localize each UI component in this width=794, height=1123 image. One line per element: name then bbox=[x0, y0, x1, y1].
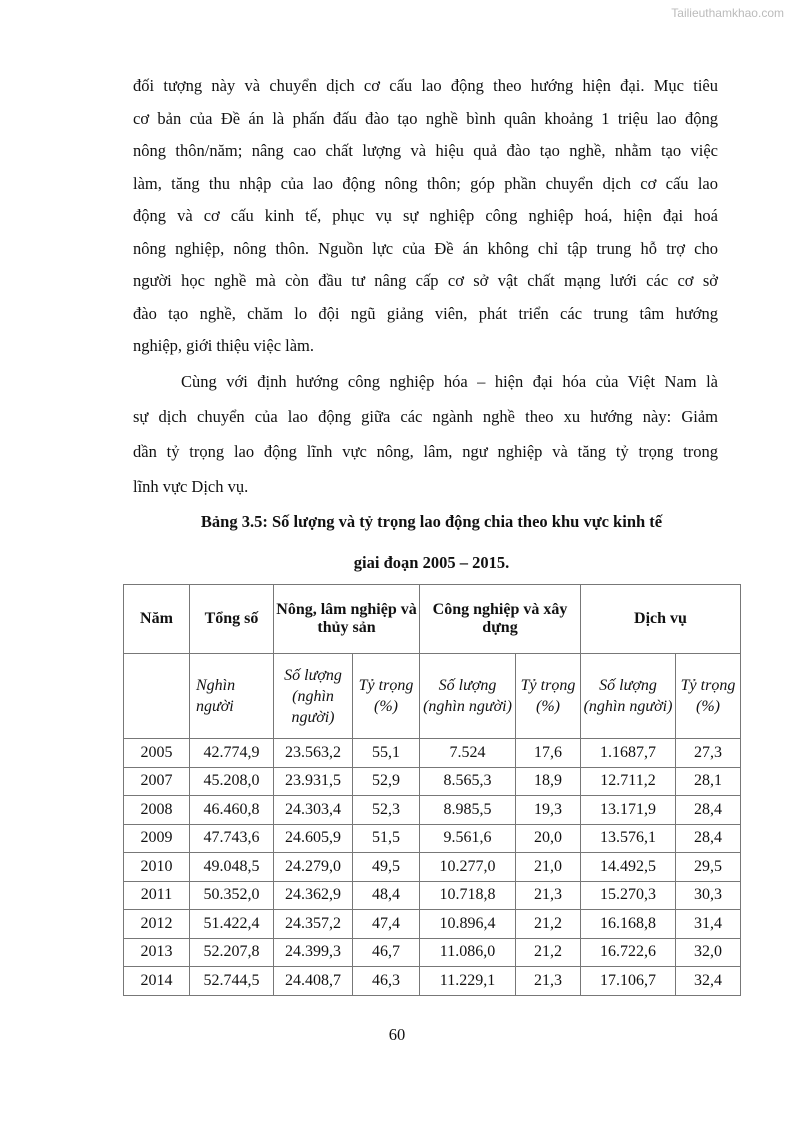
text-line: sự dịch chuyển của lao động giữa các ngành nghề theo xu hướng này: Giảm bbox=[133, 407, 718, 426]
text-line: đào tạo nghề, chăm lo đội ngũ giảng viên, phát triển các trung tâm hướng bbox=[133, 303, 718, 323]
table-cell: 29,5 bbox=[676, 853, 741, 882]
table-cell: 13.171,9 bbox=[581, 796, 676, 825]
table-caption-line-2: giai đoạn 2005 – 2015. bbox=[353, 553, 510, 572]
table-cell: 2008 bbox=[124, 796, 190, 825]
table-cell: 47.743,6 bbox=[190, 824, 274, 853]
table-cell: 11.229,1 bbox=[420, 967, 516, 996]
table-row bbox=[124, 824, 741, 853]
table-cell: 14.492,5 bbox=[581, 853, 676, 882]
table-cell: 17,6 bbox=[516, 739, 581, 768]
table-cell: 28,4 bbox=[676, 824, 741, 853]
header-total: Tổng số bbox=[190, 585, 274, 654]
table-cell: 32,4 bbox=[676, 967, 741, 996]
paragraph-2 bbox=[133, 364, 718, 504]
table-cell: 50.352,0 bbox=[190, 881, 274, 910]
table-cell: 24.408,7 bbox=[274, 967, 353, 996]
table-cell: 15.270,3 bbox=[581, 881, 676, 910]
table-cell: 46,7 bbox=[353, 938, 420, 967]
header-services: Dịch vụ bbox=[581, 585, 741, 654]
table-row bbox=[124, 967, 741, 996]
table-cell: 24.362,9 bbox=[274, 881, 353, 910]
table-row bbox=[124, 739, 741, 768]
table-cell: 24.357,2 bbox=[274, 910, 353, 939]
table-caption-line-1: Bảng 3.5: Số lượng và tỷ trọng lao động chia theo khu vực kinh tế bbox=[200, 512, 663, 531]
table-cell: 2010 bbox=[124, 853, 190, 882]
page-number: 60 bbox=[388, 1025, 406, 1044]
table-cell: 8.565,3 bbox=[420, 767, 516, 796]
table-cell: 45.208,0 bbox=[190, 767, 274, 796]
table-cell: 24.605,9 bbox=[274, 824, 353, 853]
subheader-cell: Số lượng (nghìn người) bbox=[581, 654, 676, 739]
table-cell: 24.303,4 bbox=[274, 796, 353, 825]
table-cell: 49,5 bbox=[353, 853, 420, 882]
table-cell: 51.422,4 bbox=[190, 910, 274, 939]
table-cell: 9.561,6 bbox=[420, 824, 516, 853]
subheader-cell: Nghìn người bbox=[190, 654, 274, 739]
header-row bbox=[124, 585, 741, 654]
table-cell: 2009 bbox=[124, 824, 190, 853]
table-cell: 7.524 bbox=[420, 739, 516, 768]
table-row bbox=[124, 767, 741, 796]
table-cell: 13.576,1 bbox=[581, 824, 676, 853]
text-line: lĩnh vực Dịch vụ. bbox=[133, 477, 249, 496]
table-cell: 18,9 bbox=[516, 767, 581, 796]
table-row bbox=[124, 853, 741, 882]
table-cell: 47,4 bbox=[353, 910, 420, 939]
text-line: nông thôn/năm; nâng cao chất lượng và hiệu quả đào tạo nghề, nhằm tạo việc bbox=[133, 141, 718, 160]
subheader-cell bbox=[124, 654, 190, 739]
table-cell: 55,1 bbox=[353, 739, 420, 768]
header-agriculture: Nông, lâm nghiệp và thủy sản bbox=[274, 585, 420, 654]
subheader-cell: Tỷ trọng (%) bbox=[516, 654, 581, 739]
table-cell: 2012 bbox=[124, 910, 190, 939]
watermark: Tailieuthamkhao.com bbox=[671, 6, 784, 20]
table-row bbox=[124, 910, 741, 939]
table-cell: 32,0 bbox=[676, 938, 741, 967]
paragraph-1 bbox=[133, 70, 718, 363]
table-cell: 52.207,8 bbox=[190, 938, 274, 967]
subheader-cell: Tỷ trọng (%) bbox=[676, 654, 741, 739]
text-line: nghiệp, giới thiệu việc làm. bbox=[133, 336, 315, 355]
table-cell: 42.774,9 bbox=[190, 739, 274, 768]
text-line: Cùng với định hướng công nghiệp hóa – hiện đại hóa của Việt Nam là bbox=[181, 372, 718, 391]
table-cell: 52.744,5 bbox=[190, 967, 274, 996]
table-cell: 20,0 bbox=[516, 824, 581, 853]
table-row bbox=[124, 796, 741, 825]
table-cell: 2005 bbox=[124, 739, 190, 768]
table-cell: 19,3 bbox=[516, 796, 581, 825]
text-line: người học nghề mà còn đầu tư nâng cấp cơ sở vật chất mạng lưới các cơ sở bbox=[133, 271, 718, 290]
table-cell: 21,0 bbox=[516, 853, 581, 882]
table-cell: 52,9 bbox=[353, 767, 420, 796]
text-line: dần tỷ trọng lao động lĩnh vực nông, lâm, ngư nghiệp và tăng tỷ trọng trong bbox=[133, 442, 718, 461]
table-cell: 28,1 bbox=[676, 767, 741, 796]
table-cell: 24.279,0 bbox=[274, 853, 353, 882]
table-cell: 21,2 bbox=[516, 938, 581, 967]
table-cell: 2007 bbox=[124, 767, 190, 796]
table-cell: 52,3 bbox=[353, 796, 420, 825]
text-line: cơ bản của Đề án là phấn đấu đào tạo nghề bình quân khoảng 1 triệu lao động bbox=[133, 108, 718, 128]
text-line: động và cơ cấu kinh tế, phục vụ sự nghiệp công nghiệp hoá, hiện đại hoá bbox=[133, 206, 718, 225]
text-line: đối tượng này và chuyển dịch cơ cấu lao động theo hướng hiện đại. Mục tiêu bbox=[133, 76, 718, 95]
table-cell: 8.985,5 bbox=[420, 796, 516, 825]
subheader-cell: Số lượng (nghìn người) bbox=[420, 654, 516, 739]
subheader-cell: Tỷ trọng (%) bbox=[353, 654, 420, 739]
table-cell: 16.722,6 bbox=[581, 938, 676, 967]
table-cell: 24.399,3 bbox=[274, 938, 353, 967]
table-cell: 49.048,5 bbox=[190, 853, 274, 882]
table-cell: 11.086,0 bbox=[420, 938, 516, 967]
header-industry: Công nghiệp và xây dựng bbox=[420, 585, 581, 654]
labor-table bbox=[123, 584, 741, 996]
table-cell: 2014 bbox=[124, 967, 190, 996]
table-row bbox=[124, 938, 741, 967]
subheader-cell: Số lượng (nghìn người) bbox=[274, 654, 353, 739]
table-cell: 10.896,4 bbox=[420, 910, 516, 939]
table-cell: 2011 bbox=[124, 881, 190, 910]
table-cell: 31,4 bbox=[676, 910, 741, 939]
table-cell: 2013 bbox=[124, 938, 190, 967]
table-cell: 46,3 bbox=[353, 967, 420, 996]
table-cell: 10.277,0 bbox=[420, 853, 516, 882]
table-cell: 30,3 bbox=[676, 881, 741, 910]
table-cell: 27,3 bbox=[676, 739, 741, 768]
table-cell: 48,4 bbox=[353, 881, 420, 910]
table-cell: 1.1687,7 bbox=[581, 739, 676, 768]
table-cell: 16.168,8 bbox=[581, 910, 676, 939]
table-cell: 46.460,8 bbox=[190, 796, 274, 825]
table-cell: 23.931,5 bbox=[274, 767, 353, 796]
subheader-row bbox=[124, 654, 741, 739]
table-cell: 21,3 bbox=[516, 881, 581, 910]
text-line: làm, tăng thu nhập của lao động nông thôn; góp phần chuyển dịch cơ cấu lao bbox=[133, 173, 718, 193]
table-cell: 21,2 bbox=[516, 910, 581, 939]
text-line: nông nghiệp, nông thôn. Nguồn lực của Đề án không chỉ tập trung hỗ trợ cho bbox=[133, 238, 718, 258]
table-cell: 28,4 bbox=[676, 796, 741, 825]
table-row bbox=[124, 881, 741, 910]
header-year: Năm bbox=[124, 585, 190, 654]
table-cell: 51,5 bbox=[353, 824, 420, 853]
table-cell: 17.106,7 bbox=[581, 967, 676, 996]
table-cell: 10.718,8 bbox=[420, 881, 516, 910]
table-cell: 21,3 bbox=[516, 967, 581, 996]
table-cell: 12.711,2 bbox=[581, 767, 676, 796]
table-cell: 23.563,2 bbox=[274, 739, 353, 768]
